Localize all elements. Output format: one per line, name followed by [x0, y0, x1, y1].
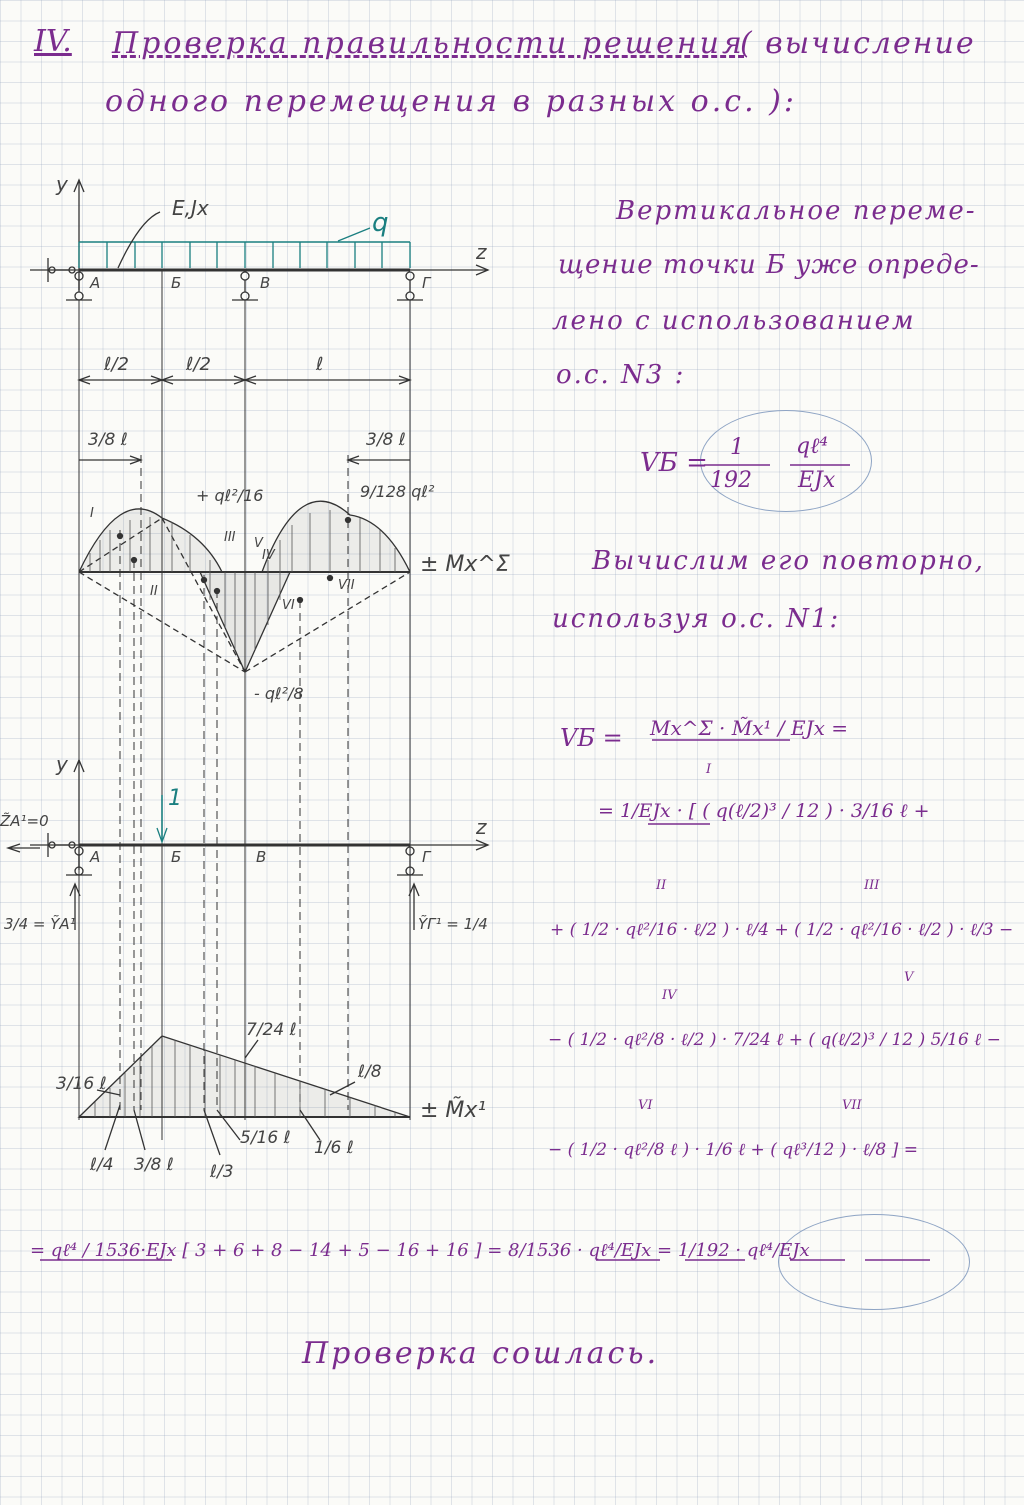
offset-right-label: 3/8 ℓ — [366, 430, 406, 450]
roman-mark-4: IV — [662, 988, 677, 1003]
moment-diagram-label: ± Mx^Σ — [420, 552, 510, 577]
reaction-g-label: ỸГ¹ = 1/4 — [418, 915, 488, 933]
point-v-label-2: В — [256, 848, 267, 866]
formula-line-3: + ( 1/2 · qℓ²/16 · ℓ/2 ) · ℓ/4 + ( 1/2 · qℓ²/16 · ℓ/2 ) · ℓ/3 − — [550, 920, 1014, 940]
unit-force-label: 1 — [168, 786, 182, 811]
result-highlight-oval — [700, 410, 872, 512]
vb-num: 1 — [730, 435, 744, 460]
unit-bottom-4: 5/16 ℓ — [240, 1128, 291, 1148]
unit-left-label: 3/16 ℓ — [56, 1074, 107, 1094]
axis-y-label-1: y — [56, 172, 68, 196]
section-number: IV. — [34, 24, 72, 59]
unit-right-label: ℓ/8 — [358, 1062, 382, 1082]
unit-bottom-5: 1/6 ℓ — [314, 1138, 354, 1158]
roman-mark-7: VII — [842, 1098, 862, 1113]
roman-mark-3: III — [864, 878, 880, 893]
page-title: Проверка правильности решения — [112, 26, 745, 61]
conclusion: Проверка сошлась. — [302, 1336, 660, 1371]
unit-bottom-1: ℓ/4 — [90, 1155, 114, 1175]
area-label-4: IV — [262, 548, 275, 563]
page-title-paren: ( вычисление — [740, 26, 976, 61]
unit-peak-label: 7/24 ℓ — [246, 1020, 297, 1040]
peak-left-label: + qℓ²/16 — [196, 486, 264, 505]
final-equation: = qℓ⁴ / 1536·EJx [ 3 + 6 + 8 − 14 + 5 − 16 + 16 ] = 8/1536 · qℓ⁴/EJx = 1/192 · qℓ⁴/EJx — [30, 1240, 810, 1261]
vb-frac-den: EJx — [798, 468, 836, 493]
unit-bottom-3: ℓ/3 — [210, 1162, 234, 1182]
point-b-label: Б — [171, 274, 182, 292]
point-a-label: А — [90, 274, 101, 292]
peak-right-label: 9/128 qℓ² — [360, 482, 435, 501]
explanation-line-1: Вертикальное переме- — [616, 196, 977, 226]
offset-left-label: 3/8 ℓ — [88, 430, 128, 450]
dim-label-1: ℓ/2 — [104, 354, 129, 375]
area-label-6: VI — [282, 598, 295, 613]
roman-mark-5: V — [904, 970, 914, 985]
vb-lhs: VБ = — [640, 448, 708, 478]
page-title-line2: одного перемещения в разных о.с. ): — [105, 84, 797, 119]
dim-label-3: ℓ — [316, 354, 324, 375]
explanation-line-4: о.с. N3 : — [556, 360, 686, 390]
roman-mark-2: II — [656, 878, 667, 893]
reaction-a-label: 3/4 = ỸA¹ — [4, 915, 76, 933]
point-g-label: Г — [422, 274, 431, 292]
dim-label-2: ℓ/2 — [186, 354, 211, 375]
explanation-line-2: щение точки Б уже опреде- — [558, 250, 980, 280]
explanation-line-3: лено с использованием — [552, 306, 916, 336]
unit-diagram-label: ± M̃x¹ — [420, 1098, 487, 1123]
reaction-z-label: Z̃A¹=0 — [0, 812, 49, 830]
formula-line-2: = 1/EJx · [ ( q(ℓ/2)³ / 12 ) · 3/16 ℓ + — [598, 800, 930, 822]
roman-mark-1: I — [706, 762, 712, 777]
formula-line-4: − ( 1/2 · qℓ²/8 · ℓ/2 ) · 7/24 ℓ + ( q(ℓ/2)³ / 12 ) 5/16 ℓ − — [548, 1030, 1001, 1050]
axis-y-label-2: y — [56, 752, 68, 776]
explanation-line-5: Вычислим его повторно, — [592, 546, 985, 576]
explanation-line-6: используя о.с. N1: — [552, 604, 841, 634]
point-g-label-2: Г — [422, 848, 431, 866]
area-label-7: VII — [338, 578, 355, 593]
point-v-label: В — [260, 274, 271, 292]
formula-line-5: − ( 1/2 · qℓ²/8 ℓ ) · 1/6 ℓ + ( qℓ³/12 ) · ℓ/8 ] = — [548, 1140, 918, 1160]
formula-line-1: Mx^Σ · M̃x¹ / EJx = — [650, 716, 848, 740]
load-label: q — [372, 208, 389, 238]
point-a-label-2: А — [90, 848, 101, 866]
vb-frac-num: qℓ⁴ — [796, 434, 829, 459]
min-label: - qℓ²/8 — [254, 684, 304, 703]
stiffness-label: E,Jx — [172, 196, 209, 220]
axis-z-label-2: z — [476, 815, 487, 839]
point-b-label-2: Б — [171, 848, 182, 866]
area-label-2: II — [150, 584, 158, 599]
area-label-5: V — [254, 536, 263, 551]
axis-z-label-1: z — [476, 240, 487, 264]
final-highlight-oval — [778, 1214, 970, 1310]
unit-bottom-2: 3/8 ℓ — [134, 1155, 174, 1175]
area-label-1: I — [90, 506, 94, 521]
roman-mark-6: VI — [638, 1098, 653, 1113]
vb-den: 192 — [710, 468, 752, 493]
formula-lhs: VБ = — [560, 724, 623, 752]
area-label-3: III — [224, 530, 236, 545]
